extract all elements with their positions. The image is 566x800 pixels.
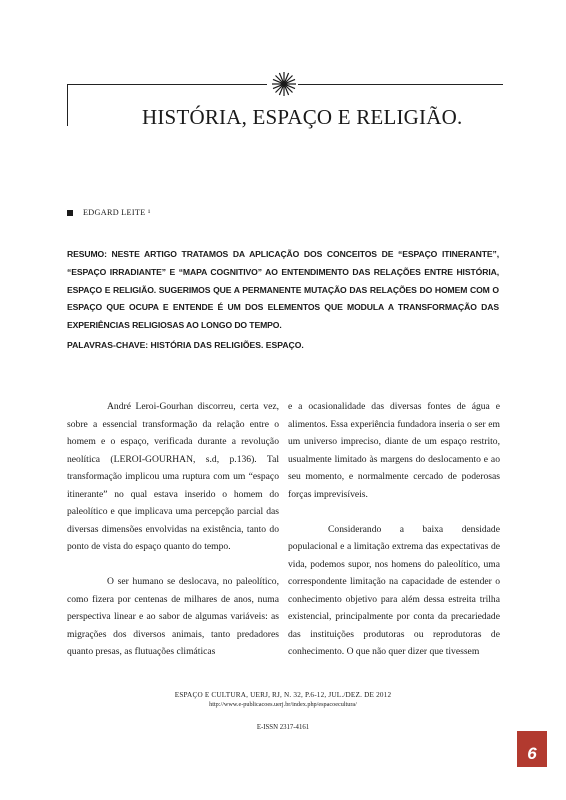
body-column-right xyxy=(288,398,500,678)
paragraph: André Leroi-Gourhan discorreu, certa vez, sobre a essencial transformação da relação entre o homem e o espaço, verificada durante a revolução neolítica (LEROI-GOURHAN, s.d, p.136). Tal transformação implicou uma ruptura com um “espaço itinerante” no qual estava inserido o homem do paleolítico e que implicava uma percepção parcial das diversas dimensões envolvidas na existência, tanto do ponto de vista do espaço quanto do tempo. xyxy=(67,401,279,552)
author-line xyxy=(67,208,151,217)
abstract: RESUMO: NESTE ARTIGO TRATAMOS DA APLICAÇÃO DOS CONCEITOS DE “ESPAÇO ITINERANTE”, “ESPAÇO IRRADIANTE” E “MAPA COGNITIVO” AO ENTENDIMENTO DAS RELAÇÕES ENTRE HISTÓRIA, ESPAÇO E RELIGIÃO. SUGERIMOS QUE A PERMANENTE MUTAÇÃO DAS RELAÇÕES DO HOMEM COM O ESPAÇO QUE OCUPA E ENTENDE É UM DOS ELEMENTOS QUE MODULA A TRANSFORMAÇÃO DAS EXPERIÊNCIAS RELIGIOSAS AO LONGO DO TEMPO. xyxy=(67,249,499,331)
page-number-badge xyxy=(517,731,547,767)
article-title: HISTÓRIA, ESPAÇO E RELIGIÃO. xyxy=(142,105,463,129)
asterisk-star-icon xyxy=(270,70,298,98)
header-rule-vertical xyxy=(67,84,68,126)
paragraph: O ser humano se deslocava, no paleolítico, como fizera por centenas de milhares de anos, numa perspectiva linear e ao sabor de algumas variáveis: as migrações dos diversos animais, tanto predadores quanto presas, as flutuações climáticas xyxy=(67,576,279,657)
author-name: EDGARD LEITE ¹ xyxy=(83,208,151,217)
page-number: 6 xyxy=(527,744,537,763)
footer-journal-citation: ESPAÇO E CULTURA, UERJ, RJ, N. 32, P.6-12, JUL./DEZ. DE 2012 xyxy=(174,691,392,699)
header-rule-right xyxy=(298,84,503,85)
header-rule-left xyxy=(67,84,267,85)
paragraph: Considerando a baixa densidade populacional e a limitação extrema das expectativas de vida, podemos supor, nos homens do paleolítico, uma correspondente limitação na capacidade de estender o conhecimento objetivo para além dessa estreita trilha existencial, principalmente por conta da precariedade das instituições produtoras ou reprodutoras de conhecimento. O que não quer dizer que tivessem xyxy=(288,523,500,657)
footer-issn: E-ISSN 2317-4161 xyxy=(256,724,310,731)
body-column-left xyxy=(67,398,279,678)
footer-url: http://www.e-publicacoes.uerj.br/index.php/espacoecultura/ xyxy=(209,701,357,708)
keywords: PALAVRAS-CHAVE: HISTÓRIA DAS RELIGIÕES. ESPAÇO. xyxy=(67,340,304,350)
square-bullet-icon xyxy=(67,210,73,216)
paragraph: e a ocasionalidade das diversas fontes de água e alimentos. Essa experiência fundadora inseria o ser em um universo impreciso, diante de um espaço restrito, usualmente limitado às margens do deslocamento e ao seu momento, e normalmente cercado de poderosas forças imprevisíveis. xyxy=(288,401,500,500)
